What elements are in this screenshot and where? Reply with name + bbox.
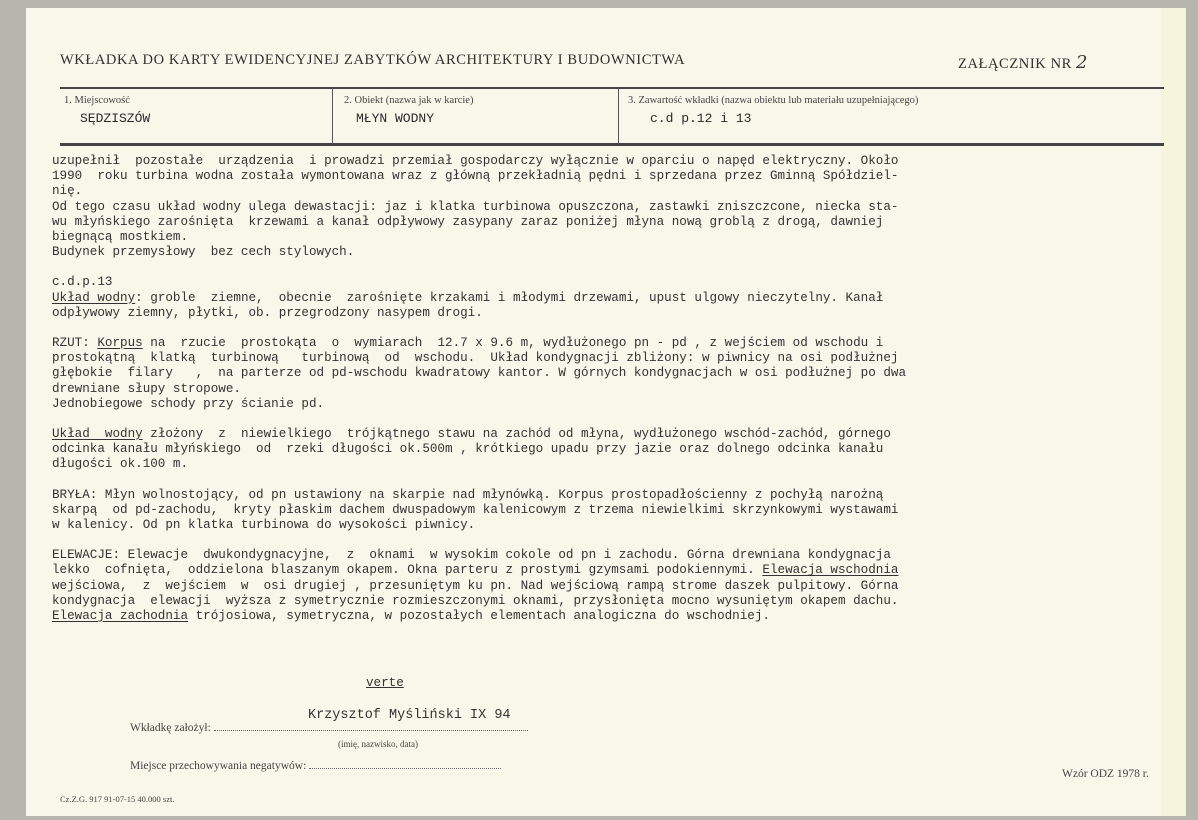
paragraph-water-system: c.d.p.13 Układ wodny: groble ziemne, obecnie zarośnięte krzakami i młodymi drzewami, upust ulgowy nieczytelny. Kanał odpływowy ziemny, płytki, ob. przegrodzony nasypem drogi. bbox=[52, 275, 884, 320]
paragraph-mass: BRYŁA: Młyn wolnostojący, od pn ustawiony na skarpie nad młynówką. Korpus prostopadłościenny z pochyłą narożną skarpą od pd-zachodu, kryty płaskim dachem dwuspadowym kalenicowym z trzema niewielkimi skrzynkowymi wystawami w kalenicy. Od pn klatka turbinowa do wysokości piwnicy. bbox=[52, 487, 899, 533]
created-by-label: Wkładkę założył: bbox=[130, 722, 211, 734]
created-by-line bbox=[214, 730, 528, 731]
signature-caption: (imię, nazwisko, data) bbox=[338, 739, 418, 749]
field-value-location: SĘDZISZÓW bbox=[80, 111, 151, 126]
field-label-object: 2. Obiekt (nazwa jak w karcie) bbox=[344, 95, 474, 106]
paragraph-plan: RZUT: Korpus na rzucie prostokąta o wymiarach 12.7 x 9.6 m, wydłużonego pn - pd , z wejściem od wschodu i prostokątną klatką turbinową turbinową od wschodu. Układ kondygnacji zbliżony: w piwnicy na osi podłużnej głębokie filary , na parterze od pd-wschodu kwadratowy kantor. W górnych kondygnacjach w osi podłużnej po dwa drewniane słupy stropowe. Jednobiegowe schody przy ścianie pd. bbox=[52, 336, 906, 411]
paragraph-water-layout: Układ wodny złożony z niewielkiego trójkątnego stawu na zachód od młyna, wydłużonego wschód-zachód, górnego odcinka kanału młyńskiego od rzeki długości ok.500m , krótkiego upadu przy jazie oraz dolnego odcinka kanału długości ok.100 m. bbox=[52, 427, 891, 472]
bottom-rule bbox=[60, 143, 1164, 146]
field-value-object: MŁYN WODNY bbox=[356, 111, 435, 126]
field-label-location: 1. Miejscowość bbox=[64, 95, 130, 106]
field-divider-2 bbox=[618, 89, 619, 143]
field-label-contents: 3. Zawartość wkładki (nazwa obiektu lub materiału uzupełniającego) bbox=[628, 95, 919, 106]
printer-imprint: Cz.Z.G. 917 91-07-15 40.000 szt. bbox=[60, 794, 175, 804]
paragraph-elevations: ELEWACJE: Elewacje dwukondygnacyjne, z oknami w wysokim cokole od pn i zachodu. Górna drewniana kondygnacja lekko cofnięta, oddzielona blaszanym okapem. Okna parteru z prostymi gzymsami podokiennymi. Elewacja wschodnia wejściowa, z wejściem w osi drugiej , przesuniętym ku pn. Nad wejściową rampą strome daszek pulpitowy. Górna kondygnacja elewacji wyższa z symetrycznie rozmieszczonymi oknami, przysłonięta mocno wysuniętym okapem dachu. Elewacja zachodnia trójosiowa, symetryczna, w pozostałych elementach analogiczna do wschodniej. bbox=[52, 548, 899, 624]
record-card bbox=[26, 8, 1186, 816]
created-by-row bbox=[130, 722, 528, 734]
author-signature: Krzysztof Myśliński IX 94 bbox=[308, 708, 511, 723]
verte-note: verte bbox=[366, 676, 404, 690]
negatives-label: Miejsce przechowywania negatywów: bbox=[130, 760, 307, 772]
attachment-label: ZAŁĄCZNIK NR bbox=[958, 56, 1072, 72]
form-pattern: Wzór ODZ 1978 r. bbox=[1062, 768, 1149, 780]
field-divider-1 bbox=[332, 89, 333, 143]
negatives-row bbox=[130, 760, 501, 772]
paragraph-history: uzupełnił pozostałe urządzenia i prowadzi przemiał gospodarczy wyłącznie w oparciu o napęd elektryczny. Około 1990 roku turbina wodna została wymontowana wraz z główną przekładnią pędni i sprzedana przez Gminną Spółdziel- nię. Od tego czasu układ wodny ulega dewastacji: jaz i klatka turbinowa opuszczona, zastawki zniszczcone, niecka sta- wu młyńskiego zarośnięta krzewami a kanał odpływowy zasypany zaraz poniżej młyna nową groblą z drogą, dawniej biegnącą mostkiem. Budynek przemysłowy bez cech stylowych. bbox=[52, 154, 899, 260]
top-rule bbox=[60, 87, 1164, 89]
attachment-number-value: 2 bbox=[1075, 52, 1088, 73]
field-value-contents: c.d p.12 i 13 bbox=[650, 111, 752, 126]
attachment-number bbox=[958, 52, 1088, 73]
form-title: WKŁADKA DO KARTY EWIDENCYJNEJ ZABYTKÓW ARCHITEKTURY I BUDOWNICTWA bbox=[60, 52, 686, 68]
negatives-line bbox=[309, 768, 501, 769]
description-body bbox=[52, 154, 1162, 624]
